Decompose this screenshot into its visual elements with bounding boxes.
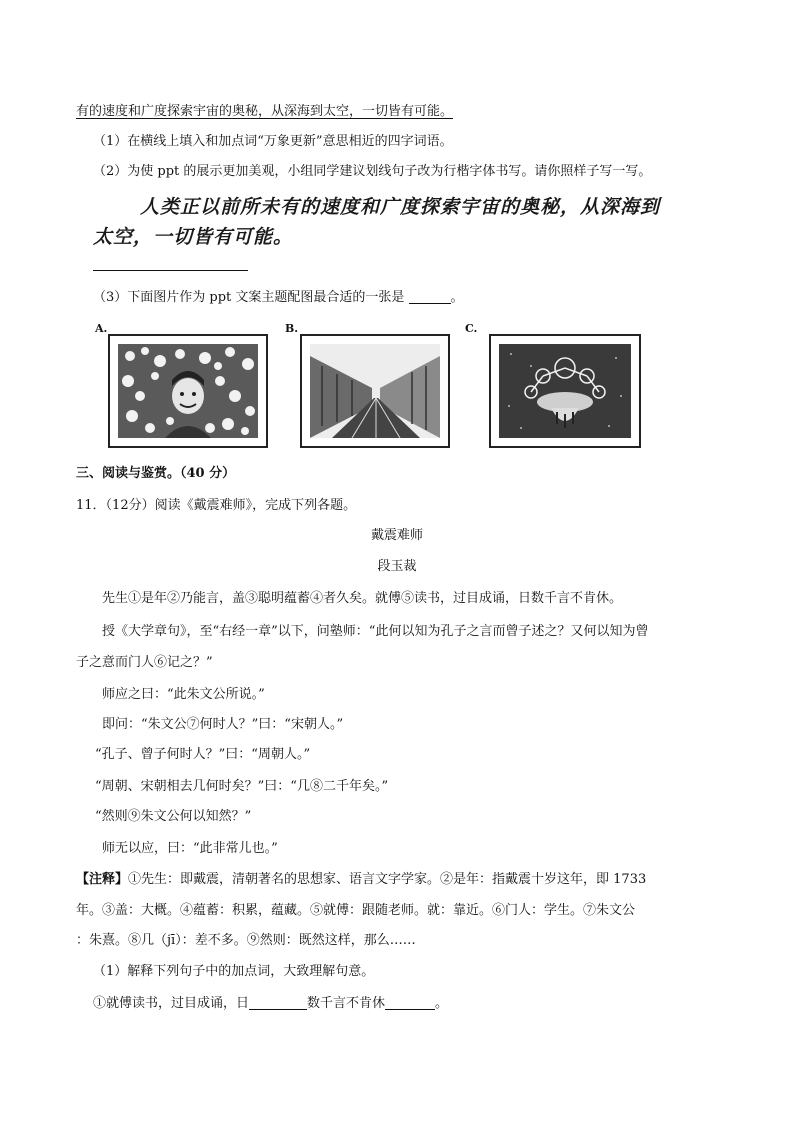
- passage-paragraph-4: 即问：“朱文公⑦何时人？”曰：“宋朝人。”: [102, 717, 344, 732]
- passage-title: 戴震难师: [370, 528, 423, 543]
- notes-line-1: [76, 871, 646, 889]
- passage-paragraph-6: “周朝、宋朝相去几何时矣？”曰：“几⑧二千年矣。”: [95, 779, 389, 794]
- item-text-b: 数千言不肯休: [307, 996, 386, 1011]
- question-2: （2）为使 ppt 的展示更加美观，小组同学建议划线句子改为行楷字体书写。请你照样子写一写。: [93, 164, 652, 179]
- notes-line-2: 年。③盖：大概。④蕴蓄：积累，蕴藏。⑤就傅：跟随老师。就：靠近。⑥门人：学生。⑦朱文公: [76, 903, 636, 918]
- option-b-label: B.: [285, 322, 299, 335]
- option-c-image[interactable]: [489, 334, 641, 448]
- passage-paragraph-8: 师无以应，曰：“此非常儿也。”: [102, 841, 278, 856]
- notes-text-1: ①先生：即戴震，清朝著名的思想家、语言文字学家。②是年：指戴震十岁这年，即 1733: [128, 872, 647, 887]
- passage-paragraph-2b: 子之意而门人⑥记之？”: [76, 655, 213, 670]
- item-text-a: ①就傅读书，过目成诵，日: [93, 996, 250, 1011]
- passage-paragraph-1: 先生①是年②乃能言，盖③聪明蕴蓄④者久矣。就傅⑤读书，过目成诵，日数千言不肯休。: [102, 591, 623, 606]
- underlined-sentence: 有的速度和广度探索宇宙的奥秘，从深海到太空，一切皆有可能。: [76, 104, 454, 119]
- passage-paragraph-3: 师应之曰：“此朱文公所说。”: [102, 687, 265, 702]
- handwriting-sample-line-1: 人类正以前所未有的速度和广度探索宇宙的奥秘，从深海到: [140, 196, 661, 218]
- question-3-blank[interactable]: [409, 289, 451, 304]
- item-text-c: 。: [435, 996, 449, 1011]
- question-3: [93, 289, 464, 307]
- option-a-label: A.: [95, 322, 108, 335]
- sub-question-1: （1）解释下列句子中的加点词，大致理解句意。: [93, 964, 375, 979]
- option-a-image[interactable]: [108, 334, 268, 448]
- handwriting-sample-line-2: 太空，一切皆有可能。: [93, 226, 294, 248]
- option-c-label: C.: [465, 322, 478, 335]
- passage-paragraph-2a: 授《大学章句》，至“右经一章”以下，问塾师：“此何以知为孔子之言而曾子述之？又何以知为曾: [102, 624, 649, 639]
- answer-line[interactable]: [93, 270, 248, 271]
- option-b-image[interactable]: [300, 334, 450, 448]
- passage-author: 段玉裁: [377, 559, 417, 574]
- passage-paragraph-5: “孔子、曾子何时人？”曰：“周朝人。”: [95, 747, 311, 762]
- question-3-suffix: 。: [450, 290, 464, 305]
- answer-blank-2[interactable]: [385, 995, 435, 1010]
- notes-tag: 【注释】: [76, 872, 129, 887]
- question-3-text: （3）下面图片作为 ppt 文案主题配图最合适的一张是: [93, 290, 409, 305]
- passage-paragraph-7: “然则⑨朱文公何以知然？”: [95, 809, 252, 824]
- question-11: 11．（12分）阅读《戴震难师》，完成下列各题。: [76, 498, 357, 513]
- section-heading: 三、阅读与鉴赏。（40 分）: [76, 466, 236, 481]
- sub-question-1-item: [93, 995, 448, 1013]
- answer-blank-1[interactable]: [249, 995, 307, 1010]
- notes-line-3: ：朱熹。⑧几（jī）：差不多。⑨然则：既然这样，那么……: [76, 933, 416, 948]
- question-1: （1）在横线上填入和加点词“万象更新”意思相近的四字词语。: [93, 134, 453, 149]
